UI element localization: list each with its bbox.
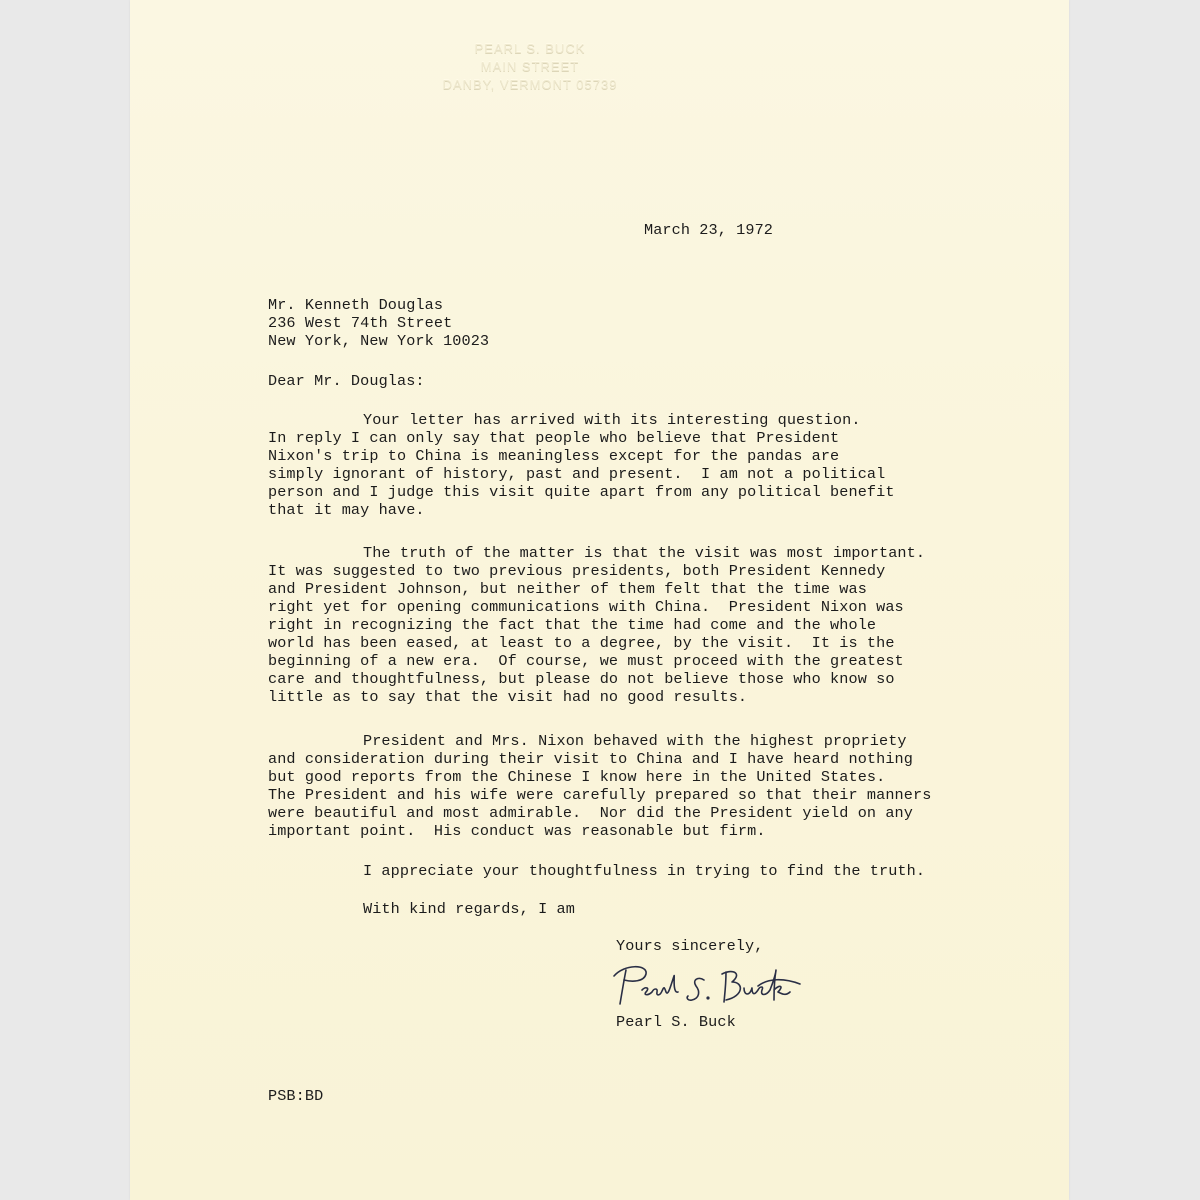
paragraph-line: The President and his wife were carefully prepared so that their manners: [268, 786, 932, 804]
paragraph-line: person and I judge this visit quite apart from any political benefit: [268, 483, 895, 501]
paragraph-5: [268, 900, 575, 918]
recipient-address: [268, 296, 489, 350]
paragraph-line: With kind regards, I am: [363, 900, 575, 918]
signer-name: Pearl S. Buck: [616, 1013, 736, 1031]
paragraph-line: Nixon's trip to China is meaningless except for the pandas are: [268, 447, 840, 465]
paragraph-line: I appreciate your thoughtfulness in trying to find the truth.: [363, 862, 926, 880]
paragraph-line: important point. His conduct was reasonable but firm.: [268, 822, 766, 840]
letter-sheet: [130, 0, 1069, 1200]
paragraph-line: were beautiful and most admirable. Nor did the President yield on any: [268, 804, 913, 822]
paragraph-3: [268, 732, 931, 840]
letterhead-name: PEARL S. BUCK: [474, 41, 586, 56]
letterhead-town: DANBY, VERMONT 05739: [442, 77, 618, 92]
paragraph-line: It was suggested to two previous presidents, both President Kennedy: [268, 562, 886, 580]
paragraph-4: [268, 862, 925, 880]
reference-initials: PSB:BD: [268, 1087, 324, 1105]
paragraph-line: Your letter has arrived with its interesting question.: [363, 411, 861, 429]
recipient-street: 236 West 74th Street: [268, 314, 453, 332]
paragraph-line: world has been eased, at least to a degree, by the visit. It is the: [268, 634, 895, 652]
paragraph-2: [268, 544, 925, 706]
embossed-letterhead: [130, 40, 930, 94]
paragraph-line: President and Mrs. Nixon behaved with the highest propriety: [363, 732, 907, 750]
paragraph-line: In reply I can only say that people who believe that President: [268, 429, 840, 447]
paragraph-line: simply ignorant of history, past and present. I am not a political: [268, 465, 886, 483]
paragraph-line: right in recognizing the fact that the time had come and the whole: [268, 616, 877, 634]
salutation: Dear Mr. Douglas:: [268, 372, 425, 390]
paragraph-line: care and thoughtfulness, but please do not believe those who know so: [268, 670, 895, 688]
paragraph-line: and President Johnson, but neither of them felt that the time was: [268, 580, 867, 598]
recipient-city: New York, New York 10023: [268, 332, 490, 350]
recipient-name: Mr. Kenneth Douglas: [268, 296, 444, 314]
letter-date: March 23, 1972: [644, 221, 773, 239]
paragraph-1: [268, 411, 895, 519]
complimentary-close: Yours sincerely,: [616, 937, 764, 955]
handwritten-signature: [608, 958, 828, 1018]
letterhead-street: MAIN STREET: [480, 59, 580, 74]
paragraph-line: The truth of the matter is that the visit was most important.: [363, 544, 926, 562]
paragraph-line: that it may have.: [268, 501, 425, 519]
paragraph-line: right yet for opening communications with China. President Nixon was: [268, 598, 904, 616]
paragraph-line: and consideration during their visit to China and I have heard nothing: [268, 750, 913, 768]
paragraph-line: little as to say that the visit had no good results.: [268, 688, 748, 706]
paragraph-line: but good reports from the Chinese I know here in the United States.: [268, 768, 886, 786]
paragraph-line: beginning of a new era. Of course, we must proceed with the greatest: [268, 652, 904, 670]
